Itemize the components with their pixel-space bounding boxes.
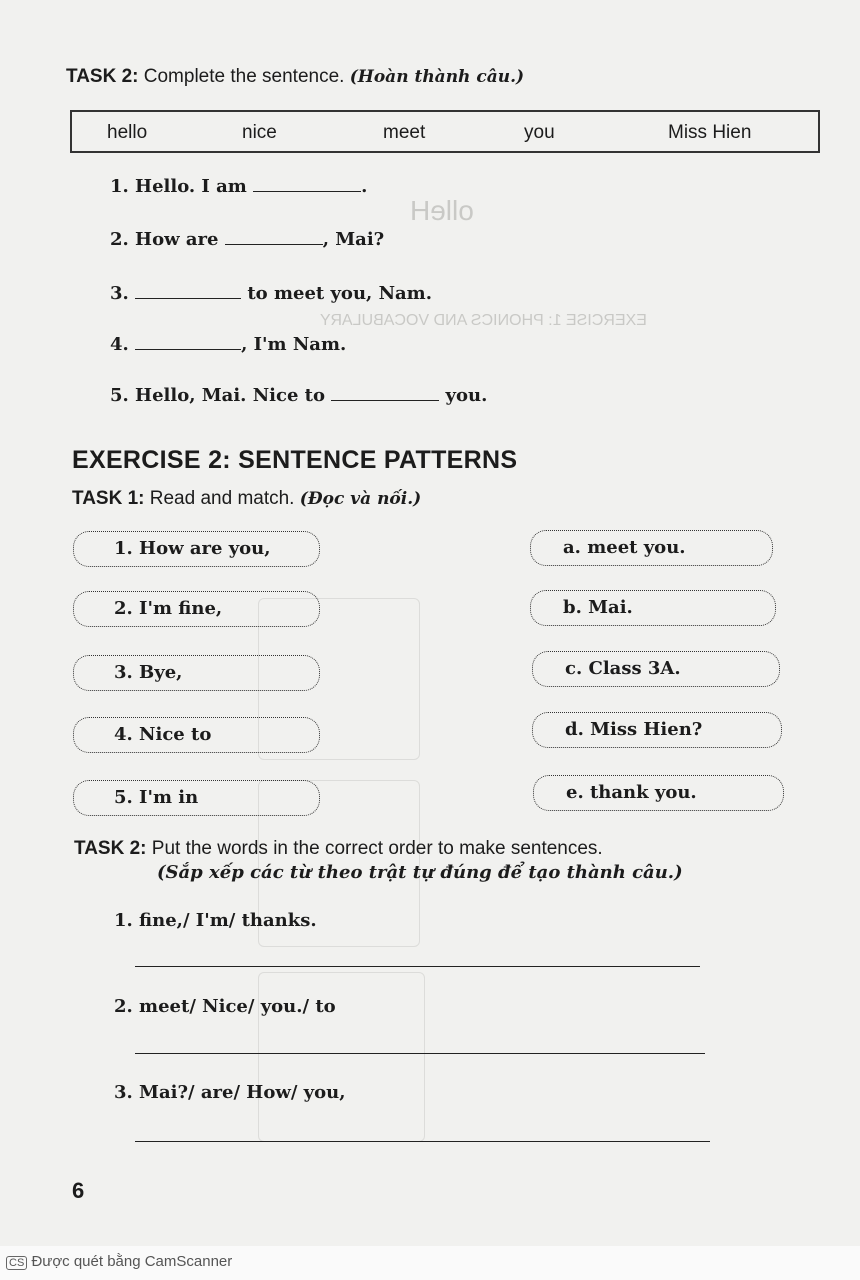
word-bank-item: hello bbox=[107, 122, 148, 143]
task1-heading bbox=[72, 488, 421, 510]
task1-instruction: Read and match. bbox=[149, 488, 295, 509]
order-item-1: 1. fine,/ I'm/ thanks. bbox=[114, 910, 317, 931]
match-left-item[interactable]: 3. Bye, bbox=[73, 655, 320, 691]
fill-sentence-1: 1. Hello. I am . bbox=[110, 176, 368, 197]
fill-sentence-3: 3. to meet you, Nam. bbox=[110, 283, 432, 304]
answer-blank[interactable] bbox=[253, 175, 361, 192]
match-left-item[interactable]: 1. How are you, bbox=[73, 531, 320, 567]
camscanner-logo-icon: CS bbox=[6, 1256, 27, 1270]
page-number: 6 bbox=[72, 1178, 85, 1203]
footer-text: Được quét bằng CamScanner bbox=[31, 1253, 233, 1270]
answer-blank[interactable] bbox=[135, 282, 241, 299]
task2b-translation-line bbox=[157, 862, 683, 884]
task2-translation: (Hoàn thành câu.) bbox=[349, 67, 525, 87]
answer-line[interactable] bbox=[135, 1053, 705, 1054]
match-right-item[interactable]: d. Miss Hien? bbox=[532, 712, 782, 748]
task2b-instruction: Put the words in the correct order to make sentences. bbox=[151, 838, 603, 859]
answer-line[interactable] bbox=[135, 966, 700, 967]
match-left-item[interactable]: 2. I'm fine, bbox=[73, 591, 320, 627]
bleed-through-text: olleH bbox=[410, 195, 474, 226]
fill-sentence-4: 4. , I'm Nam. bbox=[110, 334, 347, 355]
task2-heading bbox=[66, 66, 524, 88]
fill-sentence-5: 5. Hello, Mai. Nice to you. bbox=[110, 385, 488, 406]
answer-blank[interactable] bbox=[225, 228, 323, 245]
word-bank bbox=[70, 110, 820, 153]
match-right-item[interactable]: c. Class 3A. bbox=[532, 651, 780, 687]
task2b-heading bbox=[74, 838, 603, 860]
task2-label: TASK 2: bbox=[66, 66, 139, 87]
bleed-through-text: EXERCISE 1: PHONICS AND VOCABULARY bbox=[320, 312, 647, 329]
camscanner-footer bbox=[6, 1253, 232, 1270]
word-bank-item: Miss Hien bbox=[668, 122, 752, 143]
order-item-3: 3. Mai?/ are/ How/ you, bbox=[114, 1082, 346, 1103]
fill-sentence-2: 2. How are , Mai? bbox=[110, 229, 385, 250]
match-right-item[interactable]: b. Mai. bbox=[530, 590, 776, 626]
answer-blank[interactable] bbox=[331, 384, 439, 401]
task2b-translation: (Sắp xếp các từ theo trật tự đúng để tạo thành câu.) bbox=[157, 862, 683, 883]
word-bank-item: meet bbox=[383, 122, 426, 143]
match-left-item[interactable]: 4. Nice to bbox=[73, 717, 320, 753]
match-left-item[interactable]: 5. I'm in bbox=[73, 780, 320, 816]
exercise2-title: EXERCISE 2: SENTENCE PATTERNS bbox=[72, 446, 518, 474]
task2b-label: TASK 2: bbox=[74, 838, 147, 859]
task1-translation: (Đọc và nối.) bbox=[299, 489, 422, 509]
answer-line[interactable] bbox=[135, 1141, 710, 1142]
match-right-item[interactable]: a. meet you. bbox=[530, 530, 773, 566]
word-bank-item: nice bbox=[242, 122, 277, 143]
order-item-2: 2. meet/ Nice/ you./ to bbox=[114, 996, 336, 1017]
word-bank-item: you bbox=[524, 122, 555, 143]
task2-instruction: Complete the sentence. bbox=[143, 66, 345, 87]
task1-label: TASK 1: bbox=[72, 488, 145, 509]
match-right-item[interactable]: e. thank you. bbox=[533, 775, 784, 811]
answer-blank[interactable] bbox=[135, 333, 241, 350]
